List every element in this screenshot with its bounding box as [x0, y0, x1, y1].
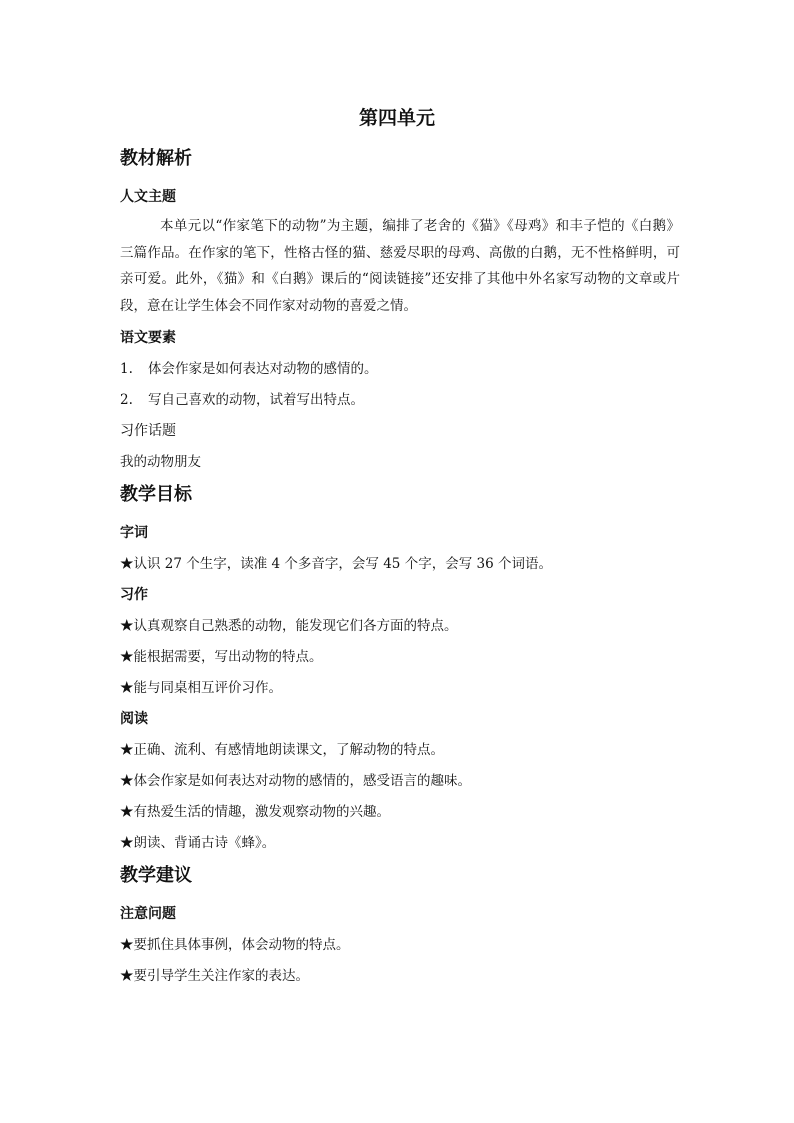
document-body — [120, 146, 680, 992]
subheading-reading: 阅读 — [120, 711, 148, 727]
subheading-language-elements: 语文要素 — [120, 330, 176, 346]
subheading-notes: 注意问题 — [120, 906, 176, 922]
list-text: 写自己喜欢的动物，试着写出特点。 — [148, 392, 364, 408]
section-heading-teaching-suggestions: 教学建议 — [120, 865, 192, 886]
section-heading-teaching-goals: 教学目标 — [120, 484, 192, 505]
subheading-humanities-theme: 人文主题 — [120, 189, 176, 205]
subheading-writing: 习作 — [120, 587, 148, 603]
list-number: 1. — [120, 361, 133, 377]
list-item: ★认真观察自己熟悉的动物，能发现它们各方面的特点。 — [120, 618, 458, 634]
list-item: ★能根据需要，写出动物的特点。 — [120, 649, 323, 665]
list-item: ★朗读、背诵古诗《蜂》。 — [120, 835, 276, 851]
list-text: 体会作家是如何表达对动物的感情的。 — [148, 361, 378, 377]
list-number: 2. — [120, 392, 133, 408]
subheading-vocabulary: 字词 — [120, 525, 148, 541]
writing-topic-text: 我的动物朋友 — [120, 454, 201, 470]
subheading-writing-topic: 习作话题 — [120, 423, 176, 439]
list-item: ★有热爱生活的情趣，激发观察动物的兴趣。 — [120, 804, 390, 820]
list-item: ★要引导学生关注作家的表达。 — [120, 968, 309, 984]
list-item: ★体会作家是如何表达对动物的感情的，感受语言的趣味。 — [120, 773, 471, 789]
list-item — [120, 354, 680, 385]
list-item: ★认识 27 个生字，读准 4 个多音字，会写 45 个字，会写 36 个词语。 — [120, 556, 552, 572]
list-item — [120, 385, 680, 416]
list-item: ★要抓住具体事例，体会动物的特点。 — [120, 937, 350, 953]
page-title: 第四单元 — [358, 107, 435, 129]
section-heading-textbook-analysis: 教材解析 — [120, 148, 192, 169]
humanities-paragraph: 本单元以“作家笔下的动物”为主题，编排了老舍的《猫》《母鸡》和丰子恺的《白鹅》三篇作品。在作家的笔下，性格古怪的猫、慈爱尽职的母鸡、高傲的白鹅，无不性格鲜明，可亲可爱。此外，《猫》和《白鹅》课后的“阅读链接”还安排了其他中外名家写动物的文章或片段，意在让学生体会不同作家对动物的喜爱之情。 — [120, 218, 680, 314]
list-item: ★正确、流利、有感情地朗读课文，了解动物的特点。 — [120, 742, 444, 758]
list-item: ★能与同桌相互评价习作。 — [120, 680, 282, 696]
